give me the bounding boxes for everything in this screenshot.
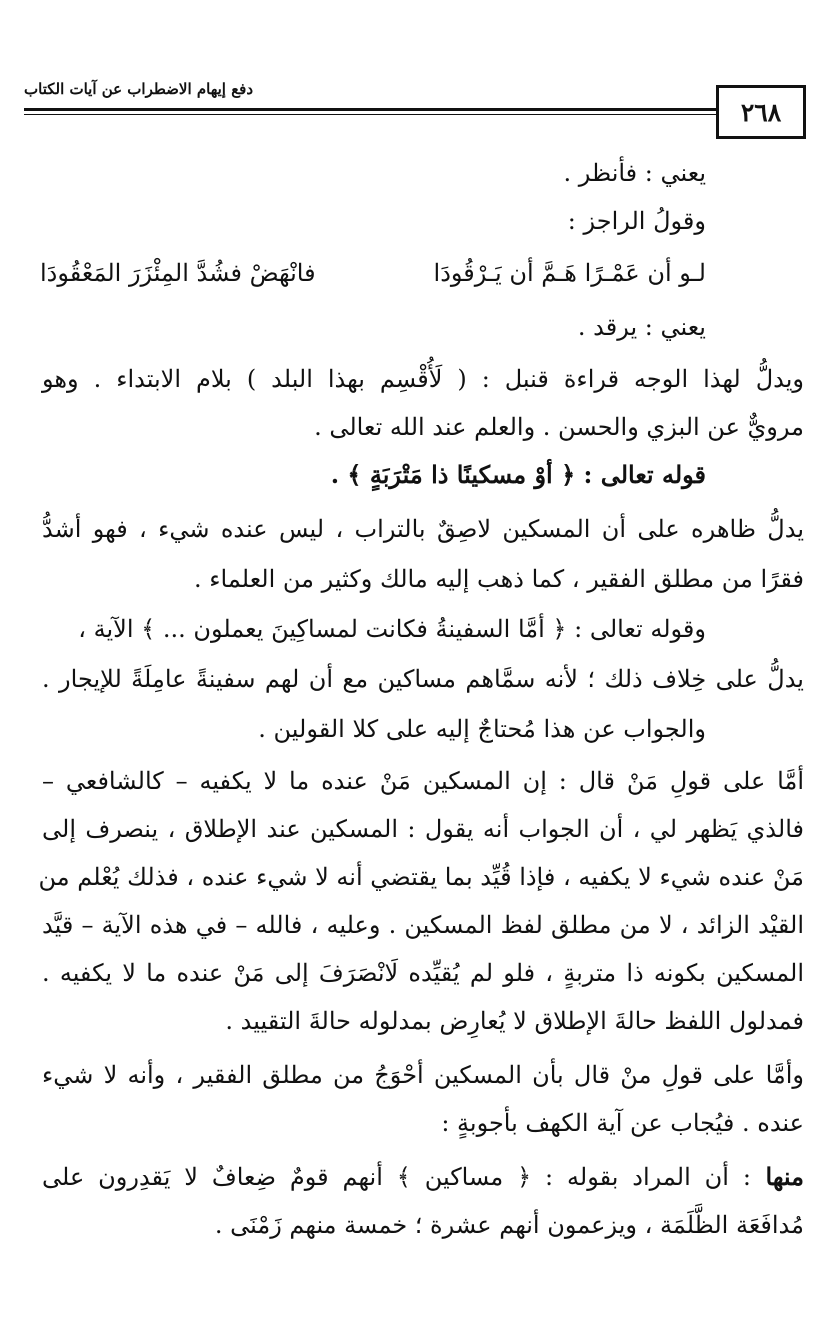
header-rule-thick — [24, 108, 716, 111]
verse-hemistich: فانْهَضْ فشُدَّ المِئْزَرَ المَعْقُودَا — [40, 259, 316, 287]
text-line: أمَّا على قولِ مَنْ قال : إن المسكين مَنْ عنده ما لا يكفيه – كالشافعي – — [42, 767, 804, 795]
header-rule-thin — [24, 114, 716, 115]
text-line: مَنْ عنده شيء لا يكفيه ، فإذا قُيِّد بما يقتضي أنه لا شيء عنده ، فذلك يُعْلم من — [38, 863, 804, 891]
answer-label: منها — [750, 1162, 805, 1191]
text-line: فالذي يَظهر لي ، أن الجواب أنه يقول : المسكين عند الإطلاق ، ينصرف إلى — [42, 815, 804, 843]
verse-heading: وقوله تعالى : ﴿ أمَّا السفينةُ فكانت لمساكِينَ يعملون ... ﴾ الآية ، — [78, 615, 706, 643]
text-line: القيْد الزائد ، لا من مطلق لفظ المسكين . وعليه ، فالله – في هذه الآية – قيَّد — [42, 911, 804, 939]
text-line: فقرًا من مطلق الفقير ، كما ذهب إليه مالك وكثير من العلماء . — [194, 565, 804, 593]
text-line: ويدلُّ لهذا الوجه قراءة قنبل : ( لَأُقْسِم بهذا البلد ) بلام الابتداء . وهو — [42, 365, 804, 393]
text-line: وأمَّا على قولِ منْ قال بأن المسكين أحْوَجُ من مطلق الفقير ، وأنه لا شيء — [42, 1061, 804, 1089]
text-line: يدلُّ على خِلاف ذلك ؛ لأنه سمَّاهم مساكين مع أن لهم سفينةً عامِلَةً للإيجار . — [42, 665, 804, 693]
text-line: يعني : فأنظر . — [563, 159, 706, 187]
running-title-text: دفع إيهام الاضطراب عن آيات الكتاب — [24, 80, 254, 98]
text-line: مُدافَعَة الظَّلَمَة ، ويزعمون أنهم عشرة ؛ خمسة منهم زَمْنَى . — [214, 1211, 804, 1239]
poetry-verse — [40, 256, 706, 290]
running-title — [24, 80, 714, 98]
verse-heading: قوله تعالى : ﴿ أوْ مسكينًا ذا مَتْرَبَةٍ ﴾ . — [330, 460, 706, 489]
text-line: والجواب عن هذا مُحتاجٌ إليه على كلا القولين . — [258, 715, 706, 743]
text-line: وقولُ الراجز : — [567, 207, 706, 235]
page-number: ٢٦٨ — [716, 85, 806, 139]
text-line: المسكين بكونه ذا متربةٍ ، فلو لم يُقيِّده لَانْصَرَفَ إلى مَنْ عنده ما لا يكفيه . — [42, 959, 804, 987]
text-line: يعني : يرقد . — [577, 313, 706, 341]
text-line: منها : أن المراد بقوله : ﴿ مساكين ﴾ أنهم قومٌ ضِعافٌ لا يَقدِرون على — [42, 1162, 805, 1191]
verse-hemistich: لـو أن عَمْـرًا هَـمَّ أن يَـرْقُودَا — [433, 259, 706, 287]
text-line: يدلُّ ظاهره على أن المسكين لاصِقٌ بالتراب ، ليس عنده شيء ، فهو أشدُّ — [42, 515, 804, 543]
text-line: مرويٌّ عن البزي والحسن . والعلم عند الله تعالى . — [314, 413, 804, 441]
text-line: عنده . فيُجاب عن آية الكهف بأجوبةٍ : — [441, 1109, 804, 1137]
text-line: فمدلول اللفظ حالةَ الإطلاق لا يُعارِض بمدلوله حالةَ التقييد . — [225, 1007, 804, 1035]
